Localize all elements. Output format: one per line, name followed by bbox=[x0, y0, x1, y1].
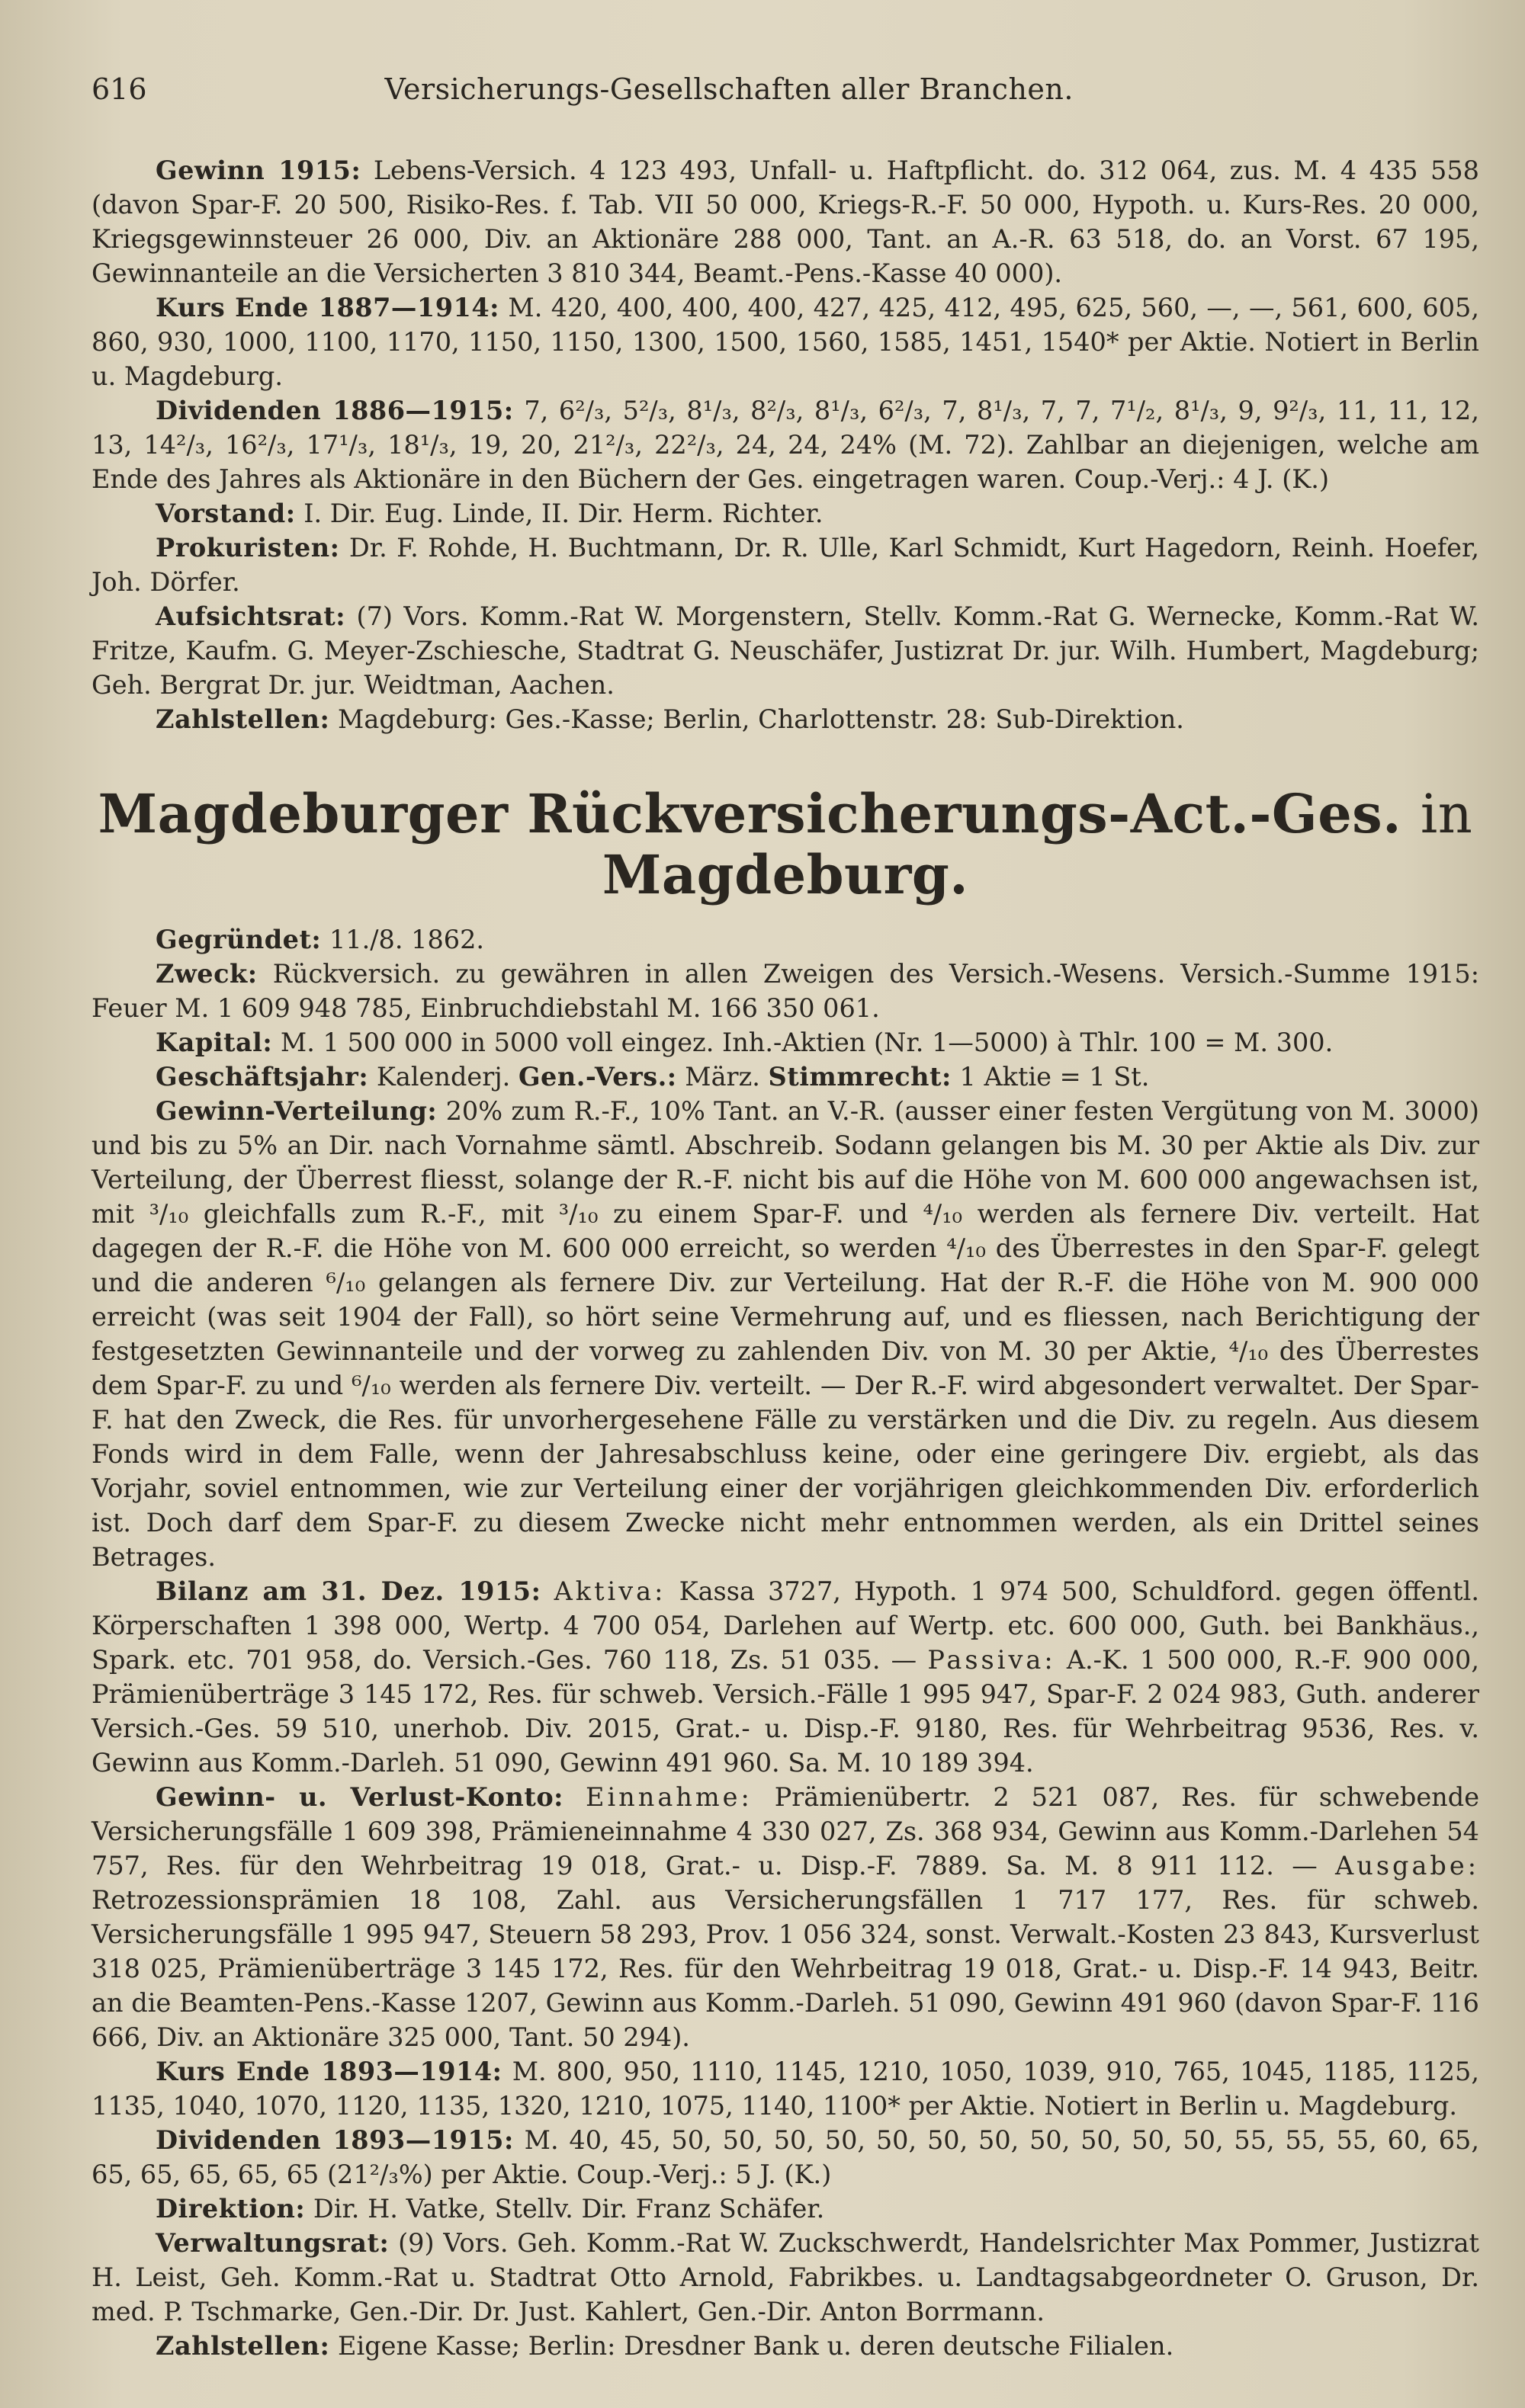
guv-ausgabe-label: Ausgabe: bbox=[1335, 1851, 1479, 1881]
company-city: Magdeburg. bbox=[602, 843, 969, 906]
bilanz-paragraph bbox=[92, 1574, 1479, 1780]
company-section bbox=[92, 922, 1479, 2363]
kurs-text: M. 420, 400, 400, 400, 427, 425, 412, 495, 625, 560, —, —, 561, 600, 605, 860, 930, 1000, 1100, 1170, 1150, 1150, 1300, 1500, 1560, 1585, 1451, 1540* per Aktie. Notiert in Berlin u. Magdeburg. bbox=[92, 293, 1480, 391]
zahlstellen-text: Magdeburg: Ges.-Kasse; Berlin, Charlottenstr. 28: Sub-Direktion. bbox=[338, 704, 1184, 734]
bilanz-aktiva-text: Kassa 3727, Hypoth. 1 974 500, Schuldford. gegen öffentl. Körperschaften 1 398 000, Wertp. 4 700 054, Darlehen auf Wertp. etc. 600 000, Guth. bei Bankhäus., Spark. etc. 701 958, do. Versich.-Ges. 760 118, Zs. 51 035. — bbox=[92, 1576, 1480, 1675]
kurs2-text: M. 800, 950, 1110, 1145, 1210, 1050, 1039, 910, 765, 1045, 1185, 1125, 1135, 1040, 1070, 1120, 1135, 1320, 1210, 1075, 1140, 1100* per Aktie. Notiert in Berlin u. Magdeburg. bbox=[92, 2057, 1480, 2121]
running-title: Versicherungs-Gesellschaften aller Branchen. bbox=[384, 72, 1074, 106]
prokuristen-label: Prokuristen: bbox=[156, 533, 340, 563]
zahlstellen2-label: Zahlstellen: bbox=[156, 2331, 330, 2361]
genvers-text: März. bbox=[685, 1062, 760, 1092]
bilanz-label: Bilanz am 31. Dez. 1915: bbox=[156, 1576, 541, 1606]
gegruendet-label: Gegründet: bbox=[156, 925, 322, 954]
kurs-paragraph bbox=[92, 290, 1479, 393]
gewinn-text: Lebens-Versich. 4 123 493, Unfall- u. Haftpflicht. do. 312 064, zus. M. 4 435 558 (davon Spar-F. 20 500, Risiko-Res. f. Tab. VII 50 000, Kriegs-R.-F. 50 000, Hypoth. u. Kurs-Res. 20 000, Kriegsgewinnsteuer 26 000, Div. an Aktionäre 288 000, Tant. an A.-R. 63 518, do. an Vorst. 67 195, Gewinnanteile an die Versicherten 3 810 344, Beamt.-Pens.-Kasse 40 000). bbox=[92, 156, 1479, 288]
geschaeftsjahr-text: Kalenderj. bbox=[376, 1062, 511, 1092]
stimmrecht-label: Stimmrecht: bbox=[768, 1062, 952, 1092]
vorstand-paragraph bbox=[92, 496, 1479, 531]
geschaeftsjahr-label: Geschäftsjahr: bbox=[156, 1062, 369, 1092]
gegruendet-text: 11./8. 1862. bbox=[329, 925, 485, 954]
vorstand-label: Vorstand: bbox=[156, 499, 296, 528]
stimmrecht-text: 1 Aktie = 1 St. bbox=[959, 1062, 1150, 1092]
bilanz-passiva-label: Passiva: bbox=[927, 1645, 1056, 1675]
gewinnverteilung-label: Gewinn-Verteilung: bbox=[156, 1096, 438, 1126]
dividenden-paragraph bbox=[92, 393, 1479, 496]
zahlstellen-label: Zahlstellen: bbox=[156, 704, 330, 734]
company-in-word: in bbox=[1420, 783, 1473, 845]
verwaltungsrat-text: (9) Vors. Geh. Komm.-Rat W. Zuckschwerdt, Handelsrichter Max Pommer, Justizrat H. Leist, Geh. Komm.-Rat u. Stadtrat Otto Arnold, Fabrikbes. u. Landtagsabgeordneter O. Gruson, Dr. med. P. Tschmarke, Gen.-Dir. Dr. Just. Kahlert, Gen.-Dir. Anton Borrmann. bbox=[92, 2228, 1479, 2326]
gewinn-label: Gewinn 1915: bbox=[156, 156, 361, 185]
direktion-text: Dir. H. Vatke, Stellv. Dir. Franz Schäfer. bbox=[313, 2194, 825, 2224]
geschaeftsjahr-paragraph bbox=[92, 1060, 1479, 1094]
kurs2-label: Kurs Ende 1893—1914: bbox=[156, 2057, 502, 2086]
direktion-label: Direktion: bbox=[156, 2194, 306, 2224]
kurs2-paragraph bbox=[92, 2054, 1479, 2123]
verwaltungsrat-label: Verwaltungsrat: bbox=[156, 2228, 390, 2258]
guv-einnahme-label: Einnahme: bbox=[586, 1782, 753, 1812]
page-number: 616 bbox=[92, 72, 147, 106]
prokuristen-text: Dr. F. Rohde, H. Buchtmann, Dr. R. Ulle, Karl Schmidt, Kurt Hagedorn, Reinh. Hoefer, Joh. Dörfer. bbox=[92, 533, 1479, 597]
zahlstellen2-paragraph bbox=[92, 2329, 1479, 2363]
direktion-paragraph bbox=[92, 2192, 1479, 2226]
dividenden-label: Dividenden 1886—1915: bbox=[156, 396, 514, 425]
dividenden-text: 7, 6²/₃, 5²/₃, 8¹/₃, 8²/₃, 8¹/₃, 6²/₃, 7, 8¹/₃, 7, 7, 7¹/₂, 8¹/₃, 9, 9²/₃, 11, 11, 12, 13, 14²/₃, 16²/₃, 17¹/₃, 18¹/₃, 19, 20, 21²/₃, 22²/₃, 24, 24, 24% (M. 72). Zahlbar an diejenigen, welche am Ende des Jahres als Aktionäre in den Büchern der Ges. eingetragen waren. Coup.-Verj.: 4 J. (K.) bbox=[92, 396, 1479, 494]
guv-ausgabe-text: Retrozessionsprämien 18 108, Zahl. aus Versicherungsfällen 1 717 177, Res. für schweb. Versicherungsfälle 1 995 947, Steuern 58 293, Prov. 1 056 324, sonst. Verwalt.-Kosten 23 843, Kursverlust 318 025, Prämienüberträge 3 145 172, Res. für den Wehrbeitrag 19 018, Grat.- u. Disp.-F. 14 943, Beitr. an die Beamten-Pens.-Kasse 1207, Gewinn aus Komm.-Darleh. 51 090, Gewinn 491 960 (davon Spar-F. 116 666, Div. an Aktionäre 325 000, Tant. 50 294). bbox=[92, 1885, 1479, 2052]
guv-paragraph bbox=[92, 1780, 1479, 2054]
previous-company-section bbox=[92, 153, 1479, 736]
aufsichtsrat-label: Aufsichtsrat: bbox=[156, 601, 346, 631]
zweck-text: Rückversich. zu gewähren in allen Zweigen des Versich.-Wesens. Versich.-Summe 1915: Feuer M. 1 609 948 785, Einbruchdiebstahl M. 166 350 061. bbox=[92, 959, 1479, 1023]
kurs-label: Kurs Ende 1887—1914: bbox=[156, 293, 500, 322]
dividenden2-label: Dividenden 1893—1915: bbox=[156, 2125, 514, 2155]
vorstand-text: I. Dir. Eug. Linde, II. Dir. Herm. Richter. bbox=[303, 499, 824, 528]
gewinnverteilung-text: 20% zum R.-F., 10% Tant. an V.-R. (ausser einer festen Vergütung von M. 3000) und bis zu 5% an Dir. nach Vornahme sämtl. Abschreib. Sodann gelangen bis M. 30 per Aktie als Div. zur Verteilung, der Überrest fliesst, solange der R.-F. nicht bis auf die Höhe von M. 600 000 angewachsen ist, mit ³/₁₀ gleichfalls zum R.-F., mit ³/₁₀ zu einem Spar-F. und ⁴/₁₀ werden als fernere Div. verteilt. Hat dagegen der R.-F. die Höhe von M. 600 000 erreicht, so werden ⁴/₁₀ des Überrestes in den Spar-F. gelegt und die anderen ⁶/₁₀ gelangen als fernere Div. zur Verteilung. Hat der R.-F. die Höhe von M. 900 000 erreicht (was seit 1904 der Fall), so hört seine Vermehrung auf, und es fliessen, nach Berichtigung der festgesetzten Gewinnanteile und der vorweg zu zahlenden Div. von M. 30 per Aktie, ⁴/₁₀ des Überrestes dem Spar-F. zu und ⁶/₁₀ werden als fernere Div. verteilt. — Der R.-F. wird abgesondert verwaltet. Der Spar-F. hat den Zweck, die Res. für unvorhergesehene Fälle zu verstärken und die Div. zu regeln. Aus diesem Fonds wird in dem Falle, wenn der Jahresabschluss keine, oder eine geringere Div. ergiebt, als das Vorjahr, soviel entnommen, wie zur Verteilung einer der vorjährigen gleichkommenden Div. erforderlich ist. Doch darf dem Spar-F. zu diesem Zwecke nicht mehr entnommen werden, als ein Drittel seines Betrages. bbox=[92, 1096, 1479, 1572]
kapital-text: M. 1 500 000 in 5000 voll eingez. Inh.-Aktien (Nr. 1—5000) à Thlr. 100 = M. 300. bbox=[280, 1028, 1334, 1057]
gewinn-paragraph bbox=[92, 153, 1479, 290]
gegruendet-paragraph bbox=[92, 922, 1479, 957]
zweck-label: Zweck: bbox=[156, 959, 258, 989]
prokuristen-paragraph bbox=[92, 531, 1479, 599]
dividenden2-paragraph bbox=[92, 2123, 1479, 2192]
kapital-label: Kapital: bbox=[156, 1028, 273, 1057]
verwaltungsrat-paragraph bbox=[92, 2226, 1479, 2329]
bilanz-passiva-text: A.-K. 1 500 000, R.-F. 900 000, Prämienüberträge 3 145 172, Res. für schweb. Versich.-Fälle 1 995 947, Spar-F. 2 024 983, Guth. anderer Versich.-Ges. 59 510, unerhob. Div. 2015, Grat.- u. Disp.-F. 9180, Res. für Wehrbeitrag 9536, Res. v. Gewinn aus Komm.-Darleh. 51 090, Gewinn 491 960. Sa. M. 10 189 394. bbox=[92, 1645, 1479, 1778]
page-header bbox=[92, 72, 1479, 106]
aufsichtsrat-text: (7) Vors. Komm.-Rat W. Morgenstern, Stellv. Komm.-Rat G. Wernecke, Komm.-Rat W. Fritze, Kaufm. G. Meyer-Zschiesche, Stadtrat G. Neuschäfer, Justizrat Dr. jur. Wilh. Humbert, Magdeburg; Geh. Bergrat Dr. jur. Weidtman, Aachen. bbox=[92, 601, 1480, 700]
company-heading bbox=[92, 784, 1479, 906]
gewinnverteilung-paragraph bbox=[92, 1094, 1479, 1574]
bilanz-aktiva-label: Aktiva: bbox=[554, 1576, 666, 1606]
company-name: Magdeburger Rückversicherungs-Act.-Ges. bbox=[98, 782, 1402, 845]
dividenden2-text: M. 40, 45, 50, 50, 50, 50, 50, 50, 50, 50, 50, 50, 50, 55, 55, 55, 60, 65, 65, 65, 65, 65, 65 (21²/₃%) per Aktie. Coup.-Verj.: 5 J. (K.) bbox=[92, 2125, 1479, 2189]
zweck-paragraph bbox=[92, 957, 1479, 1025]
guv-einnahme-text: Prämienübertr. 2 521 087, Res. für schwebende Versicherungsfälle 1 609 398, Prämieneinnahme 4 330 027, Zs. 368 934, Gewinn aus Komm.-Darlehen 54 757, Res. für den Wehrbeitrag 19 018, Grat.- u. Disp.-F. 7889. Sa. M. 8 911 112. — bbox=[92, 1782, 1480, 1881]
zahlstellen-paragraph bbox=[92, 702, 1479, 736]
guv-label: Gewinn- u. Verlust-Konto: bbox=[156, 1782, 564, 1812]
aufsichtsrat-paragraph bbox=[92, 599, 1479, 702]
zahlstellen2-text: Eigene Kasse; Berlin: Dresdner Bank u. deren deutsche Filialen. bbox=[338, 2331, 1174, 2361]
kapital-paragraph bbox=[92, 1025, 1479, 1060]
genvers-label: Gen.-Vers.: bbox=[518, 1062, 677, 1092]
